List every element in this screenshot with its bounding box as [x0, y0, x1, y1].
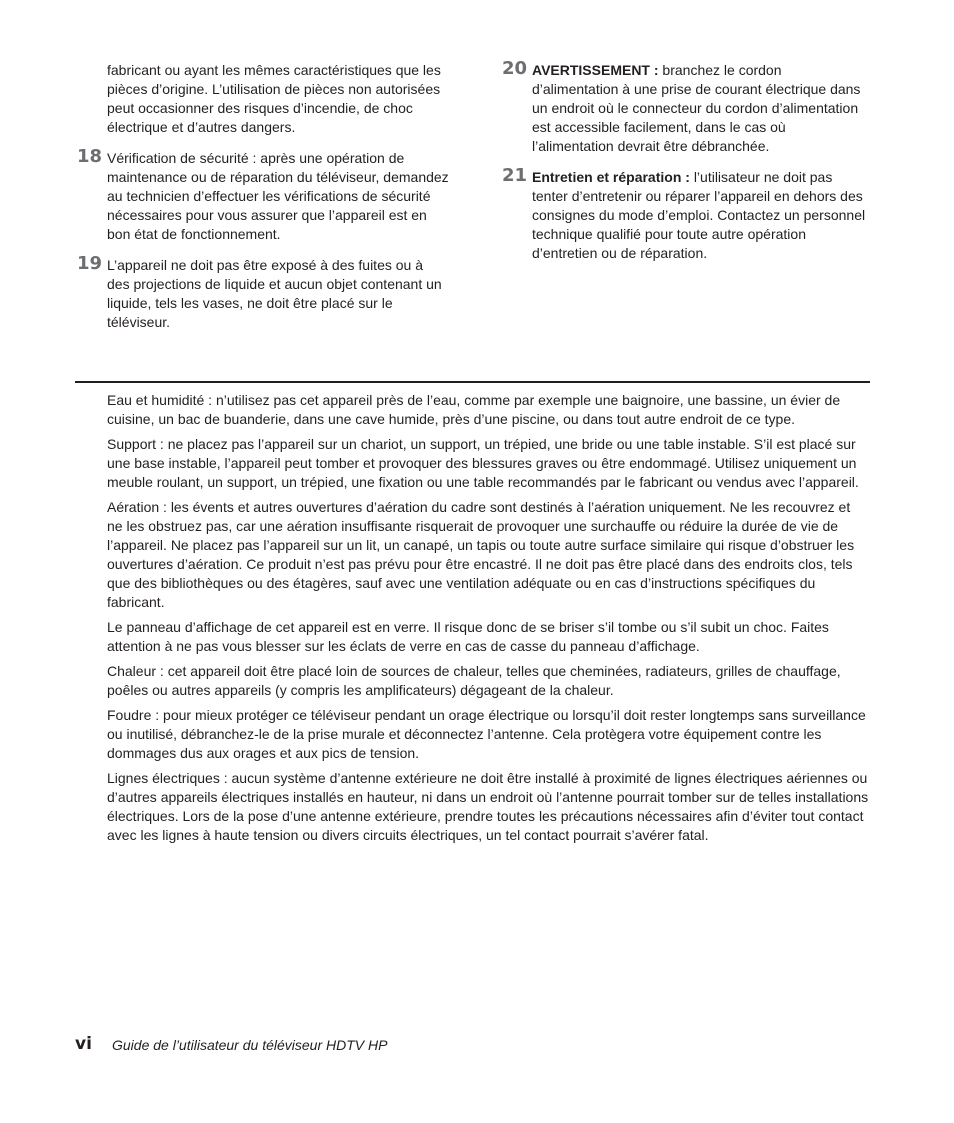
numbered-item-21 [502, 165, 870, 263]
item-text: branchez le cordon d’alimentation à une prise de courant électrique dans un endroit où le connecteur du cordon d’alimentation est accessible facilement, dans le cas où l’alimentation devrait être débranchée. [532, 62, 861, 154]
item-number: 20 [502, 58, 528, 79]
item-label: AVERTISSEMENT : [532, 62, 659, 78]
note-ventilation: Aération : les évents et autres ouvertures d’aération du cadre sont destinés à l’aération uniquement. Ne les recouvrez et ne les obstruez pas, car une aération insuffisante risquerait de provoquer une surchauffe ou réduire la durée de vie de l’appareil. Ne placez pas l’appareil sur un lit, un canapé, un tapis ou toute autre surface similaire qui risque d’obstruer les ouvertures d’aération. Ce produit n’est pas prévu pour être encastré. Il ne doit pas être placé dans des endroits clos, tels que des bibliothèques ou des étagères, sauf avec une ventilation adéquate ou en cas d’instructions spécifiques du fabricant. [107, 499, 855, 610]
item-text: l’utilisateur ne doit pas tenter d’entretenir ou réparer l’appareil en dehors des consignes du mode d’emploi. Contactez un personnel technique qualifié pour toute autre opération d’entretien ou de réparation. [532, 169, 866, 261]
item-label: Entretien et réparation : [532, 169, 690, 185]
right-column [502, 58, 870, 275]
section-divider [75, 381, 870, 383]
item-number: 18 [77, 146, 103, 167]
item-text: L’appareil ne doit pas être exposé à des fuites ou à des projections de liquide et aucun objet contenant un liquide, tels les vases, ne doit être placé sur le téléviseur. [107, 257, 442, 330]
safety-notes [107, 391, 869, 851]
numbered-item-19 [77, 253, 449, 332]
note-lightning: Foudre : pour mieux protéger ce téléviseur pendant un orage électrique ou lorsqu’il doit rester longtemps sans surveillance ou inutilisé, débranchez-le de la prise murale et déconnectez l’antenne. Cela protègera votre équipement contre les dommages dus aux orages et aux pics de tension. [107, 707, 866, 761]
item-number: 19 [77, 253, 103, 274]
left-column [77, 61, 449, 344]
note-water-humidity: Eau et humidité : n’utilisez pas cet appareil près de l’eau, comme par exemple une baignoire, une bassine, un évier de cuisine, un bac de buanderie, dans une cave humide, près d’une piscine, ou dans tout autre endroit de ce type. [107, 392, 841, 427]
continuation-paragraph: fabricant ou ayant les mêmes caractéristiques que les pièces d’origine. L’utilisation de pièces non autorisées peut occasionner des risques d’incendie, de choc électrique et d’autres dangers. [107, 62, 441, 135]
numbered-item-18 [77, 146, 449, 244]
numbered-item-20 [502, 58, 870, 156]
page-number: vi [75, 1034, 92, 1054]
note-heat: Chaleur : cet appareil doit être placé loin de sources de chaleur, telles que cheminées, radiateurs, grilles de chauffage, poêles ou autres appareils (y compris les amplificateurs) dégageant de la chaleur. [107, 663, 841, 698]
note-support: Support : ne placez pas l’appareil sur un chariot, un support, un trépied, une bride ou une table instable. S’il est placé sur une base instable, l’appareil peut tomber et provoquer des blessures graves ou être endommagé. Utilisez uniquement un meuble roulant, un support, un trépied, une fixation ou une table recommandés par le fabricant ou vendus avec l’appareil. [107, 436, 859, 490]
note-power-lines: Lignes électriques : aucun système d’antenne extérieure ne doit être installé à proximité de lignes électriques aériennes ou d’autres appareils électriques installés en hauteur, ni dans un endroit où l’antenne pourrait tomber sur de telles installations électriques. Lors de la pose d’une antenne extérieure, prendre toutes les précautions nécessaires afin d’éviter tout contact avec les lignes à haute tension ou divers circuits électriques, un tel contact pourrait s’avérer fatal. [107, 770, 869, 843]
item-number: 21 [502, 165, 528, 186]
note-glass-panel: Le panneau d’affichage de cet appareil est en verre. Il risque donc de se briser s’il tombe ou s’il subit un choc. Faites attention à ne pas vous blesser sur les éclats de verre en cas de casse du panneau d’affichage. [107, 619, 829, 654]
footer-guide-title: Guide de l’utilisateur du téléviseur HDTV HP [112, 1037, 388, 1053]
item-text: Vérification de sécurité : après une opération de maintenance ou de réparation du téléviseur, demandez au technicien d’effectuer les vérifications de sécurité nécessaires pour vous assurer que l’appareil est en bon état de fonctionnement. [107, 150, 449, 242]
